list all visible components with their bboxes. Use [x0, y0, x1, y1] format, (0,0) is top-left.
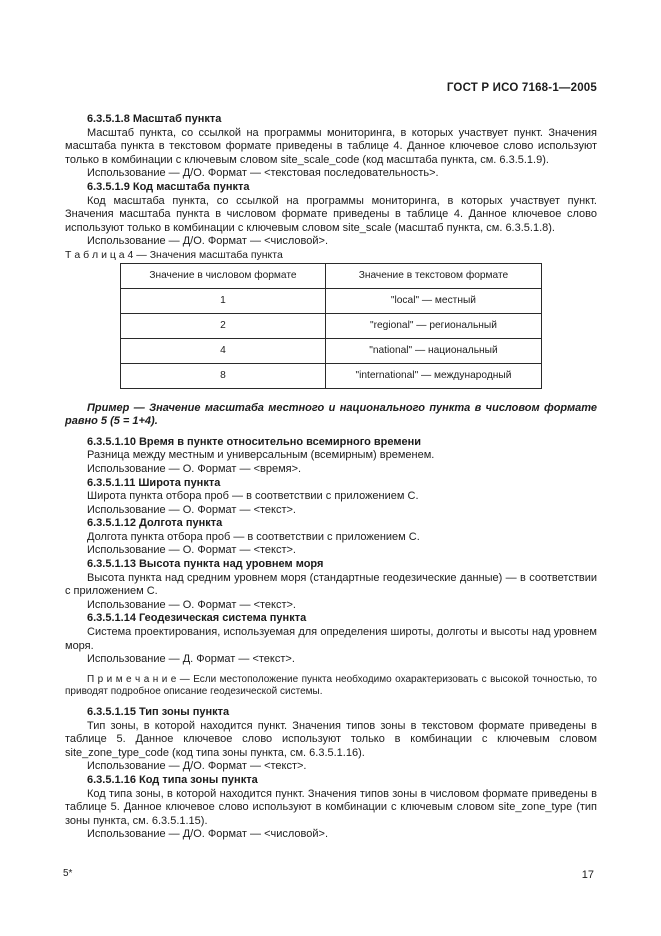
table-caption: Т а б л и ц а 4 — Значения масштаба пункта	[65, 248, 283, 261]
table-row	[121, 313, 542, 338]
usage-line: Использование — Д. Формат — <текст>.	[87, 653, 295, 666]
clause-heading: 6.3.5.1.15 Тип зоны пункта	[87, 706, 230, 718]
table-row	[121, 338, 542, 363]
usage-line: Использование — О. Формат — <текст>.	[87, 544, 296, 557]
paragraph: Тип зоны, в которой находится пункт. Значения типов зоны в текстовом формате приведены в таблице 5. Данное ключевое слово используют только в комбинации с ключевым словом site_zone_type_code (код типа зоны пункта, см. 6.3.5.1.16).	[65, 719, 597, 759]
clause-heading: 6.3.5.1.14 Геодезическая система пункта	[87, 612, 307, 625]
table-cell: 4	[121, 338, 326, 363]
usage-line: Использование — О. Формат — <время>.	[87, 462, 302, 475]
paragraph: Разница между местным и универсальным (всемирным) временем.	[87, 449, 435, 462]
paragraph: Масштаб пункта, со ссылкой на программы мониторинга, в которых участвует пункт. Значения масштаба пункта в текстовом формате приведены в таблице 4. Данное ключевое слово используют только в комбинации с ключевым словом site_scale_code (код масштаба пункта, см. 6.3.5.1.9).	[65, 126, 597, 166]
paragraph: Долгота пункта отбора проб — в соответствии с приложением С.	[87, 530, 420, 543]
clause-heading: 6.3.5.1.8 Масштаб пункта	[87, 113, 222, 125]
paragraph: Высота пункта над средним уровнем моря (стандартные геодезические данные) — в соответствии с приложением С.	[65, 571, 597, 598]
clause-heading: 6.3.5.1.12 Долгота пункта	[87, 517, 223, 530]
paragraph: Код масштаба пункта, со ссылкой на программы мониторинга, в которых участвует пункт. Значения масштаба пункта в числовом формате приведены в таблице 4. Данное ключевое слово используют только в комбинации с ключевым словом site_scale (масштаб пункта, см. 6.3.5.1.8).	[65, 194, 597, 234]
clause-heading: 6.3.5.1.10 Время в пункте относительно всемирного времени	[87, 435, 422, 448]
usage-line: Использование — О. Формат — <текст>.	[87, 598, 296, 611]
usage-line: Использование — О. Формат — <текст>.	[87, 503, 296, 516]
usage-line: Использование — Д/О. Формат — <числовой>.	[87, 828, 328, 841]
table-cell: "international" — международный	[325, 363, 541, 388]
table-col-header: Значение в числовом формате	[121, 263, 326, 288]
table-row	[121, 288, 542, 313]
usage-line: Использование — Д/О. Формат — <текстовая последовательность>.	[87, 167, 439, 180]
paragraph: Система проектирования, используемая для определения широты, долготы и высоты над уровнем моря.	[65, 626, 597, 652]
document-content	[65, 113, 597, 842]
table-row	[121, 363, 542, 388]
footnote-marker: 5*	[63, 868, 73, 879]
table-cell: "local" — местный	[325, 288, 541, 313]
clause-heading: 6.3.5.1.9 Код масштаба пункта	[87, 180, 250, 193]
table-cell: 8	[121, 363, 326, 388]
table-cell: "national" — национальный	[325, 338, 541, 363]
clause-heading: 6.3.5.1.16 Код типа зоны пункта	[87, 773, 258, 786]
usage-line: Использование — Д/О. Формат — <текст>.	[87, 760, 307, 773]
example-paragraph: Пример — Значение масштаба местного и национального пункта в числовом формате равно 5 (5 = 1+4).	[65, 401, 597, 428]
table-cell: 2	[121, 313, 326, 338]
paragraph: Широта пункта отбора проб — в соответствии с приложением С.	[87, 490, 419, 503]
page-number: 17	[581, 869, 594, 881]
table-cell: 1	[121, 288, 326, 313]
scale-values-table	[120, 263, 542, 389]
clause-heading: 6.3.5.1.13 Высота пункта над уровнем моря	[87, 558, 324, 571]
note-paragraph: П р и м е ч а н и е — Если местоположение пункта необходимо охарактеризовать с высокой точностью, то приводят подробное описание геодезической системы.	[65, 673, 597, 698]
table-cell: "regional" — региональный	[325, 313, 541, 338]
table-header-row	[121, 263, 542, 288]
table-col-header: Значение в текстовом формате	[325, 263, 541, 288]
clause-heading: 6.3.5.1.11 Широта пункта	[87, 476, 221, 489]
usage-line: Использование — Д/О. Формат — <числовой>.	[87, 235, 328, 248]
standard-ref-header: ГОСТ Р ИСО 7168-1—2005	[446, 82, 597, 94]
paragraph: Код типа зоны, в которой находится пункт. Значения типов зоны в числовом формате приведены в таблице 5. Данное ключевое слово используют в комбинации с ключевым словом site_zone_type (тип зоны пункта, см. 6.3.5.1.15).	[65, 787, 597, 827]
